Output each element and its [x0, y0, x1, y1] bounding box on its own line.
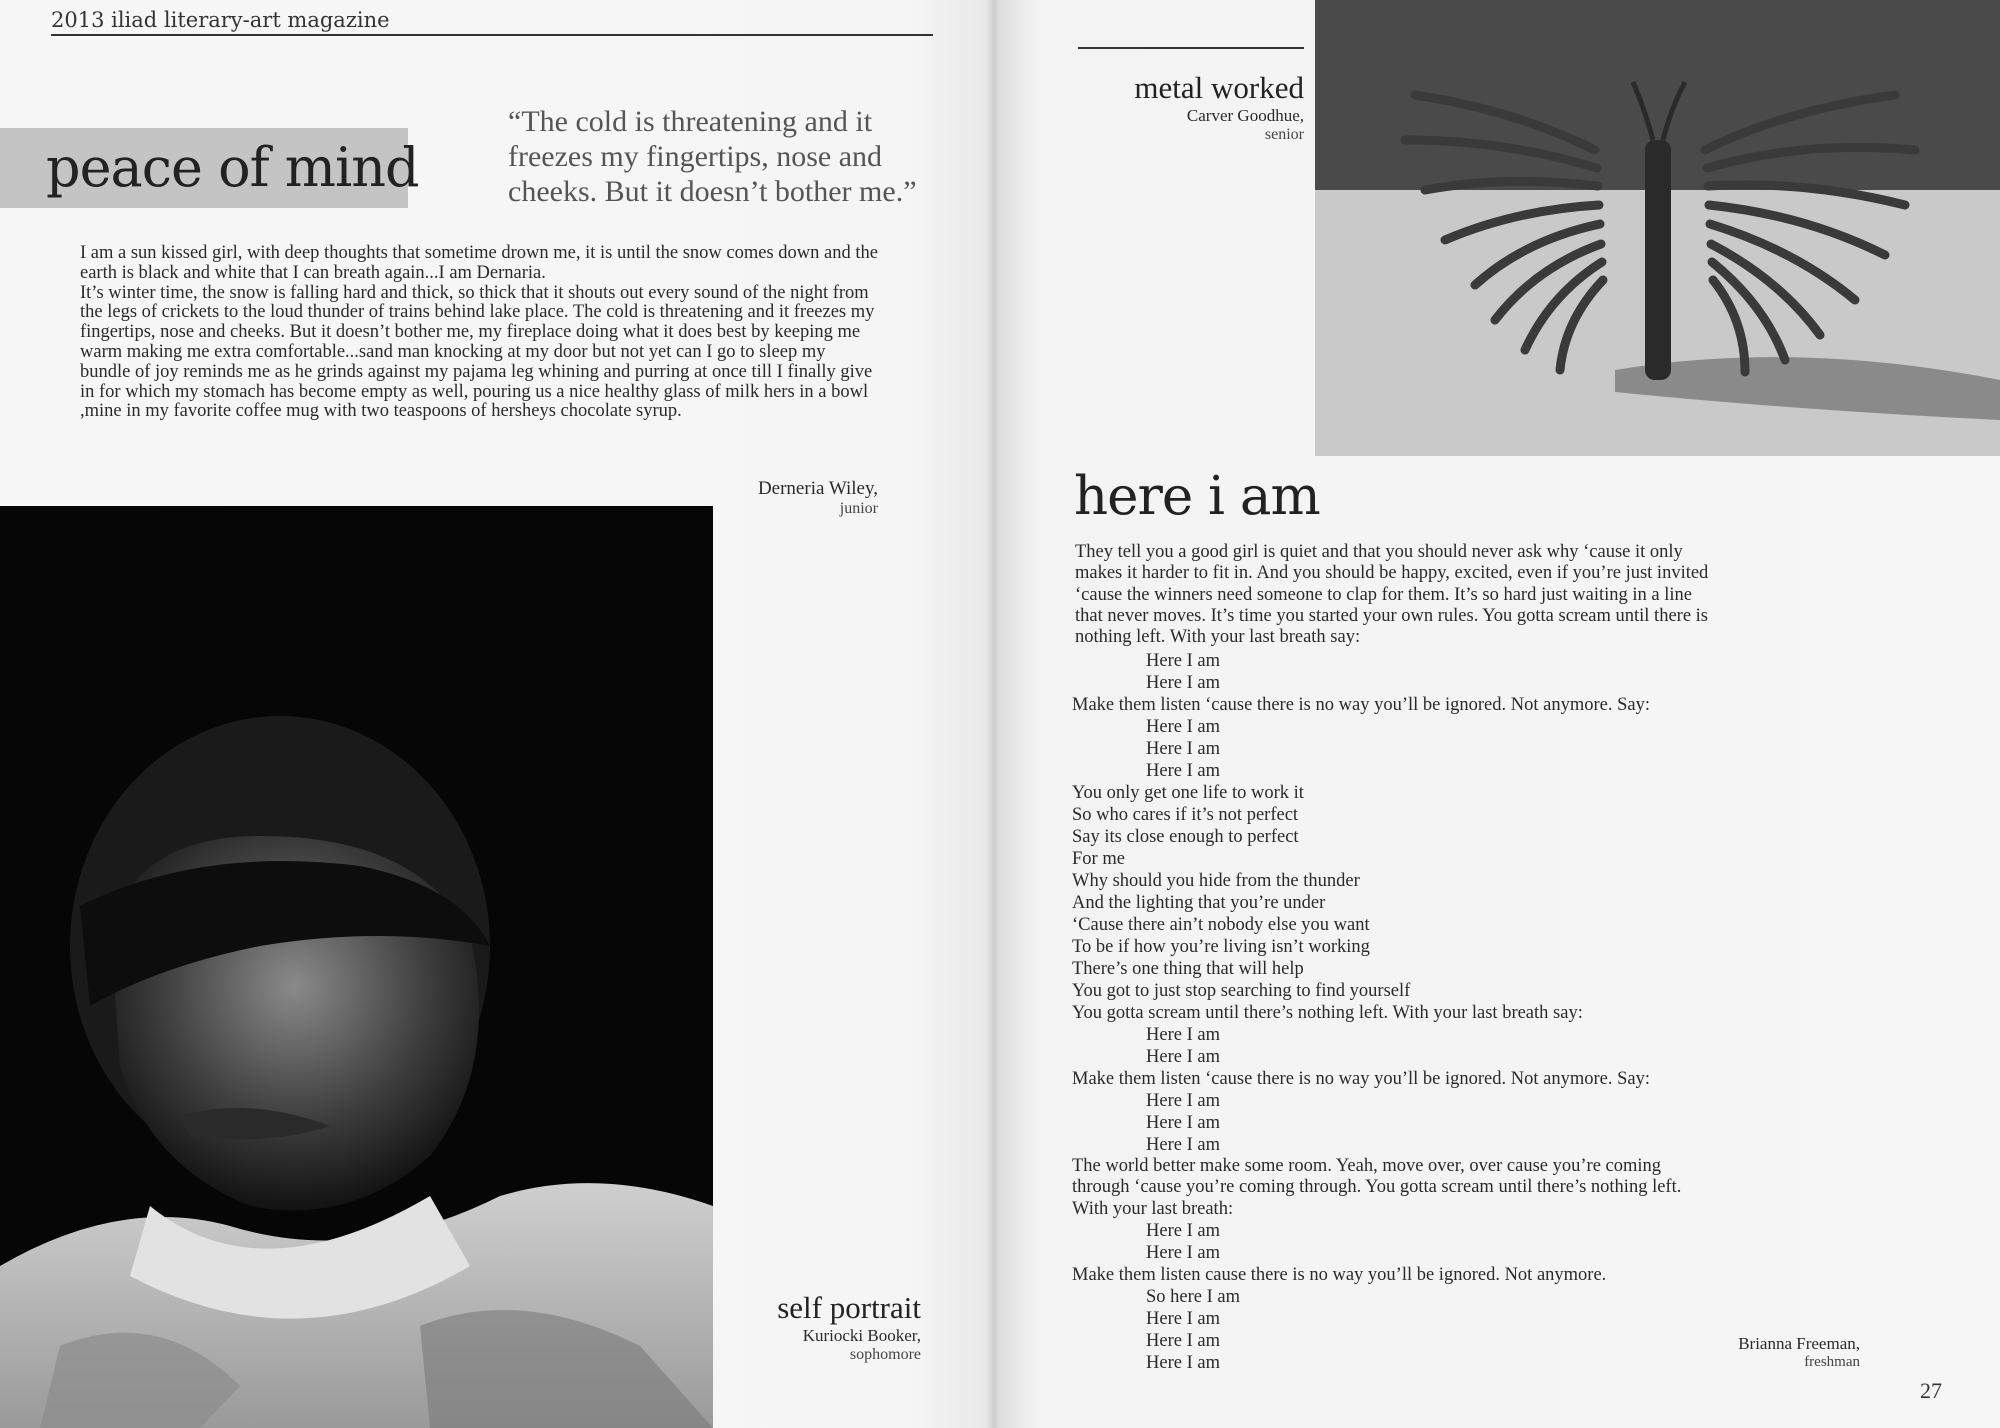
poem-line: Here I am: [1146, 761, 1220, 781]
author-grade: junior: [839, 500, 878, 517]
poem-line: You gotta scream until there’s nothing left. With your last breath say:: [1072, 1003, 1583, 1023]
poem-line: Here I am: [1146, 651, 1220, 671]
poem-line: Here I am: [1146, 1352, 1220, 1373]
poem-line: Here I am: [1146, 717, 1220, 737]
poem-line: Here I am: [1146, 1091, 1220, 1111]
poem-title: here i am: [1074, 466, 1320, 527]
poem-line: Here I am: [1146, 673, 1220, 693]
artwork-credit: [777, 1290, 921, 1364]
poem-line: Here I am: [1146, 1047, 1220, 1067]
poem-line: You got to just stop searching to find yourself: [1072, 981, 1411, 1001]
poem-line: Here I am: [1146, 1113, 1220, 1133]
poem-bridge: The world better make some room. Yeah, move over, over cause you’re coming through ‘cause you’re coming through. You gotta scream until there’s nothing left. With your last breath:: [1072, 1156, 1682, 1219]
prose-body: [80, 244, 880, 422]
poem-line: Here I am: [1146, 1135, 1220, 1155]
author-credit: [1738, 1334, 1860, 1371]
metal-butterfly-photo: [1315, 0, 2000, 456]
header-rule: [1078, 47, 1304, 49]
poem-line: And the lighting that you’re under: [1072, 893, 1326, 913]
butterfly-image: [1315, 0, 2000, 456]
artist-grade: sophomore: [849, 1346, 921, 1363]
poem-line: Make them listen ‘cause there is no way you’ll be ignored. Not anymore. Say:: [1072, 1069, 1650, 1089]
artist-grade: senior: [1264, 126, 1304, 143]
poem-line: Here I am: [1146, 1242, 1220, 1263]
artwork-title: metal worked: [1134, 70, 1304, 105]
artist-name: Carver Goodhue,: [1186, 106, 1304, 125]
page-number: 27: [1920, 1378, 1942, 1403]
author-credit: [758, 478, 878, 518]
running-head: 2013 iliad literary-art magazine: [51, 8, 933, 36]
poem-line: You only get one life to work it: [1072, 783, 1304, 803]
poem-line: There’s one thing that will help: [1072, 959, 1304, 979]
poem-line: So who cares if it’s not perfect: [1072, 805, 1299, 825]
self-portrait-photo: [0, 506, 713, 1428]
poem-line: For me: [1072, 849, 1125, 869]
author-name: Derneria Wiley,: [757, 478, 878, 499]
poem-intro: They tell you a good girl is quiet and that you should never ask why ‘cause it only makes it harder to fit in. And you should be happy, excited, even if you’re just invited ‘cause the winners need someone to clap for them. It’s so hard just waiting in a line that never moves. It’s time you started your own rules. You gotta scream until there is nothing left. With your last breath say:: [1075, 542, 1709, 648]
poem-body: [1072, 650, 1752, 1374]
artist-name: Kuriocki Booker,: [802, 1326, 921, 1345]
left-page: [0, 0, 990, 1428]
poem-line: Make them listen cause there is no way you’ll be ignored. Not anymore.: [1072, 1264, 1607, 1285]
poem-line: To be if how you’re living isn’t working: [1072, 937, 1370, 957]
poem-line: Here I am: [1146, 1220, 1220, 1241]
pull-quote: “The cold is threatening and it freezes my fingertips, nose and cheeks. But it doesn’t bother me.”: [508, 105, 917, 208]
artwork-title: self portrait: [777, 1290, 921, 1325]
author-grade: freshman: [1804, 1354, 1860, 1370]
poem-line: Why should you hide from the thunder: [1072, 871, 1360, 891]
prose-paragraph: I am a sun kissed girl, with deep thoughts that sometime drown me, it is until the snow comes down and the earth is black and white that I can breath again...I am Dernaria.: [80, 243, 878, 283]
portrait-image: [0, 506, 713, 1428]
poem-line: Say its close enough to perfect: [1072, 827, 1299, 847]
poem-line: ‘Cause there ain’t nobody else you want: [1072, 915, 1370, 935]
poem-line: Here I am: [1146, 1025, 1220, 1045]
poem-line: Make them listen ‘cause there is no way you’ll be ignored. Not anymore. Say:: [1072, 695, 1650, 715]
right-page: [998, 0, 2000, 1428]
prose-paragraph: It’s winter time, the snow is falling hard and thick, so thick that it shouts out every sound of the night from the legs of crickets to the loud thunder of trains behind lake place. The cold is threatening and it freezes my fingertips, nose and cheeks. But it doesn’t bother me, my fireplace doing what it does best by keeping me warm making me extra comfortable...sand man knocking at my door but not yet can I go to sleep my bundle of joy reminds me as he grinds against my pajama leg whining and purring at once till I finally give in for which my stomach has become empty as well, pouring us a nice healthy glass of milk hers in a bowl ,mine in my favorite coffee mug with two teaspoons of hersheys chocolate syrup.: [80, 282, 875, 422]
author-name: Brianna Freeman,: [1738, 1334, 1860, 1353]
poem-line: Here I am: [1146, 1308, 1220, 1329]
poem-line: Here I am: [1146, 1330, 1220, 1351]
piece-title: peace of mind: [46, 136, 419, 199]
poem-line: So here I am: [1146, 1286, 1241, 1307]
artwork-credit: [1088, 70, 1304, 144]
poem-line: Here I am: [1146, 739, 1220, 759]
